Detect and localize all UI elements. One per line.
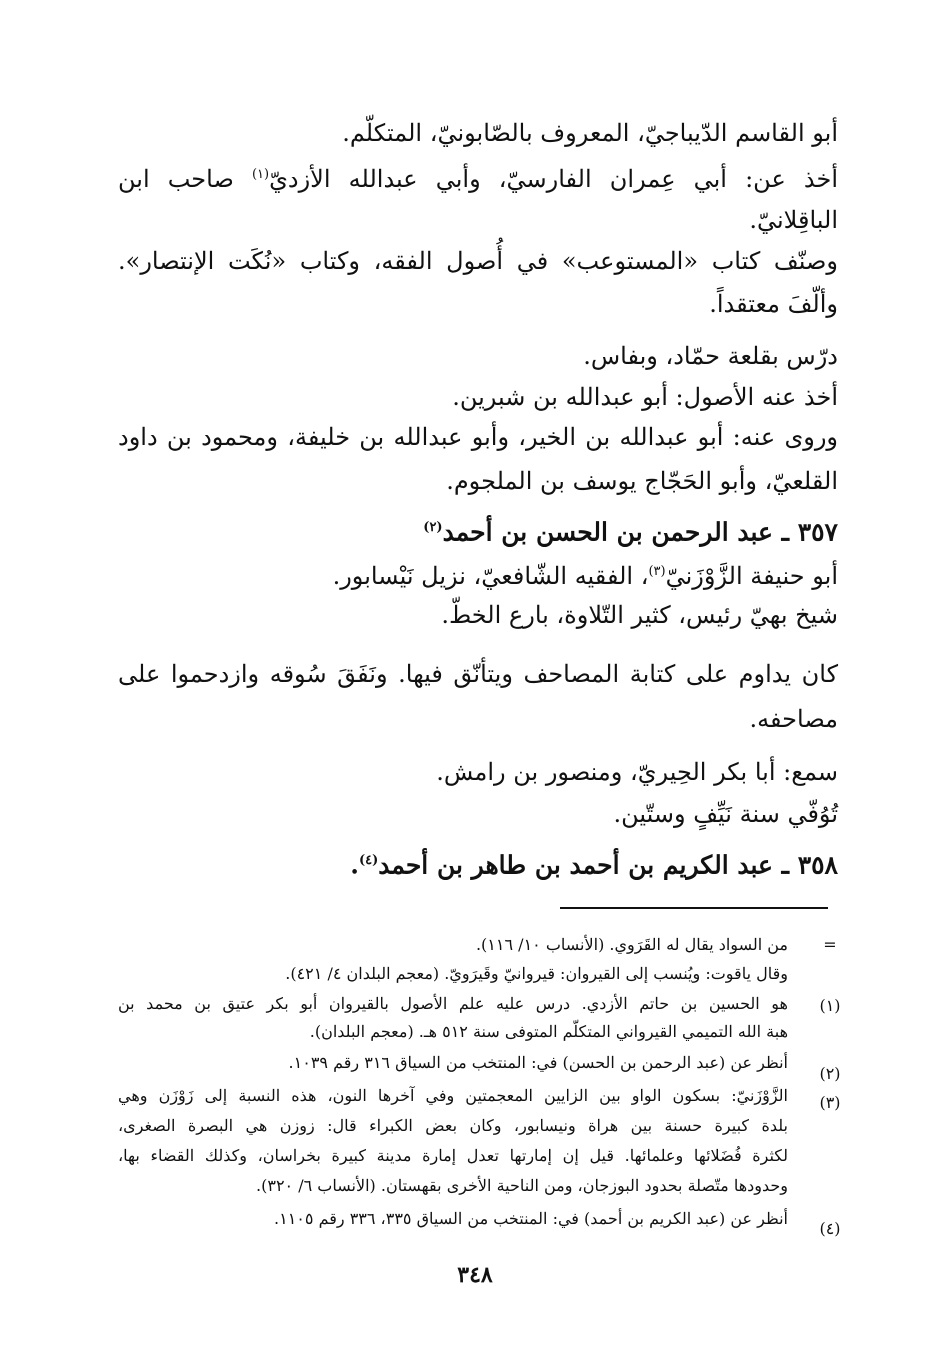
footnote-text: وحدودها متّصلة بحدود البوزجان، ومن الناحية الأخرى بقهستان. (الأنساب ٦/ ٣٢٠). bbox=[256, 1176, 788, 1195]
text-line bbox=[613, 799, 838, 829]
text-line bbox=[446, 466, 838, 496]
footnote-number: = bbox=[823, 935, 837, 954]
text-segment: أخذ عن: أبي عِمران الفارسيّ، وأبي عبدالله الأزديّ bbox=[269, 165, 838, 193]
footnote-text: من السواد يقال له القَرَوي. (الأنساب ١٠/ ١١٦). bbox=[475, 935, 788, 954]
text-segment: درّس بقلعة حمّاد، وبفاس. bbox=[583, 342, 838, 370]
footnote-text: أنظر عن (عبد الكريم بن أحمد) في: المنتخب من السياق ٣٣٥، ٣٣٦ رقم ١١٠٥. bbox=[274, 1209, 788, 1228]
text-segment: أخذ عنه الأصول: أبو عبدالله بن شبرين. bbox=[452, 383, 838, 411]
entry-heading bbox=[350, 846, 838, 880]
footnote-text: أنظر عن (عبد الرحمن بن الحسن) في: المنتخب من السياق ٣١٦ رقم ١٠٣٩. bbox=[288, 1053, 788, 1072]
footnote-ref: (٤) bbox=[358, 853, 379, 868]
text-line bbox=[749, 205, 838, 235]
footnote-text: الزَّوْزَنيّ: بسكون الواو بين الزايين المعجمتين وفي آخرها النون، هذه النسبة إلى زَوْزَن وهي bbox=[118, 1086, 788, 1105]
text-segment: ، الفقيه الشّافعيّ، نزيل نَيْسابور. bbox=[332, 562, 649, 590]
text-line bbox=[750, 704, 838, 734]
footnote-divider bbox=[560, 907, 828, 909]
text-segment: الباقِلانيّ. bbox=[749, 206, 838, 234]
text-segment: . bbox=[350, 850, 359, 880]
text-segment: كان يداوم على كتابة المصاحف ويتأنّق فيها. ونَفَقَ سُوقه وازدحموا على bbox=[118, 660, 838, 688]
footnote-ref: (٢) bbox=[423, 520, 443, 535]
footnote-number: (٤) bbox=[819, 1219, 841, 1238]
footnote-number: (١) bbox=[819, 996, 841, 1015]
footnote-text: لكثرة فُضَلائها وعلمائها. قيل إن إمارتها تعدل إمارة مدينة كبيرة بخراسان، وكذلك القضاء بها، bbox=[118, 1146, 788, 1165]
text-segment: القلعيّ، وأبو الحَجّاج يوسف بن الملجوم. bbox=[446, 467, 838, 495]
footnote-text: بلدة كبيرة حسنة بين هراة ونيسابور، وكان بعض الكبراء قال: زوزن هي البصرة الصغرى، bbox=[118, 1116, 788, 1135]
text-segment: أبو حنيفة الزَّوْزَنيّ bbox=[665, 562, 838, 590]
text-segment: وروى عنه: أبو عبدالله بن الخير، وأبو عبدالله بن خليفة، ومحمود بن داود bbox=[118, 423, 838, 451]
text-line bbox=[118, 422, 838, 452]
text-segment: ٣٥٨ ـ عبد الكريم بن أحمد بن طاهر بن أحمد bbox=[378, 850, 838, 880]
text-line bbox=[709, 289, 838, 319]
footnote-ref: (١) bbox=[251, 167, 270, 182]
footnote-number: (٢) bbox=[819, 1064, 841, 1083]
page-number: ٣٤٨ bbox=[457, 1262, 493, 1288]
text-segment: وصنّف كتاب «المستوعب» في أُصول الفقه، وكتاب «نُكَت الإنتصار». bbox=[118, 247, 838, 275]
text-line bbox=[452, 382, 838, 412]
text-segment: صاحب ابن bbox=[118, 165, 234, 193]
footnote-text: هو الحسين بن حاتم الأزدي. درس عليه علم الأصول بالقيروان أبو بكر عتيق بن محمد بن bbox=[118, 994, 788, 1013]
text-segment: مصاحفه. bbox=[749, 705, 838, 733]
text-line bbox=[118, 246, 838, 276]
text-line bbox=[342, 118, 838, 148]
text-line bbox=[118, 659, 838, 689]
text-segment: تُوُفّي سنة نَيِّفٍ وستّين. bbox=[613, 800, 838, 828]
entry-heading bbox=[423, 513, 838, 547]
text-segment: أبو القاسم الدّيباجيّ، المعروف بالصّابونيّ، المتكلّم. bbox=[342, 119, 838, 147]
text-line bbox=[441, 600, 838, 630]
text-segment: ٣٥٧ ـ عبد الرحمن بن الحسن بن أحمد bbox=[442, 517, 838, 547]
footnote-text: هبة الله التميمي القيرواني المتكلّم المتوفى سنة ٥١٢ هـ. (معجم البلدان). bbox=[309, 1022, 788, 1041]
footnote-ref: (٣) bbox=[648, 564, 666, 579]
text-segment: وألّفَ معتقداً. bbox=[709, 290, 838, 318]
text-line bbox=[583, 341, 838, 371]
text-segment: شيخ بهيّ رئيس، كثير التّلاوة، بارع الخطّ. bbox=[441, 601, 838, 629]
text-segment: سمع: أبا بكر الحِيريّ، ومنصور بن رامش. bbox=[436, 758, 838, 786]
footnote-text: وقال ياقوت: ويُنسب إلى القيروان: قيروانيّ وقَيرَويّ. (معجم البلدان ٤/ ٤٢١). bbox=[285, 964, 788, 983]
text-line bbox=[436, 757, 838, 787]
text-line bbox=[118, 160, 838, 194]
text-line bbox=[333, 557, 838, 591]
footnote-number: (٣) bbox=[819, 1093, 841, 1112]
